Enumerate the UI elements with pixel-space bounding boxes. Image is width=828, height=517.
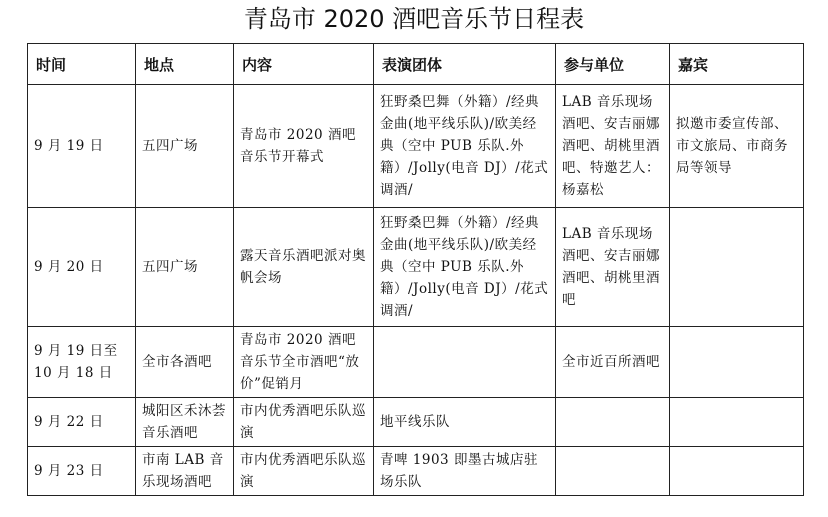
cell-content: 市内优秀酒吧乐队巡演 — [234, 447, 374, 496]
cell-content: 青岛市 2020 酒吧音乐节全市酒吧“放价”促销月 — [234, 327, 374, 398]
header-performers: 表演团体 — [374, 44, 556, 85]
cell-place: 五四广场 — [136, 85, 234, 208]
header-participants: 参与单位 — [556, 44, 670, 85]
cell-guests — [670, 398, 804, 447]
cell-content: 露天音乐酒吧派对奥帆会场 — [234, 208, 374, 327]
cell-time: 9 月 23 日 — [28, 447, 136, 496]
cell-performers: 狂野桑巴舞（外籍）/经典金曲(地平线乐队)/欧美经典（空中 PUB 乐队.外籍）/Jolly(电音 DJ）/花式调酒/ — [374, 208, 556, 327]
table-row — [28, 447, 804, 496]
cell-guests — [670, 208, 804, 327]
header-guests: 嘉宾 — [670, 44, 804, 85]
header-time: 时间 — [28, 44, 136, 85]
cell-performers: 地平线乐队 — [374, 398, 556, 447]
cell-content: 青岛市 2020 酒吧音乐节开幕式 — [234, 85, 374, 208]
cell-performers: 青啤 1903 即墨古城店驻场乐队 — [374, 447, 556, 496]
cell-time: 9 月 19 日 — [28, 85, 136, 208]
header-place: 地点 — [136, 44, 234, 85]
schedule-table — [27, 43, 804, 496]
cell-time: 9 月 22 日 — [28, 398, 136, 447]
cell-participants: LAB 音乐现场酒吧、安吉丽娜酒吧、胡桃里酒吧、特邀艺人：杨嘉松 — [556, 85, 670, 208]
cell-time: 9 月 20 日 — [28, 208, 136, 327]
table-row — [28, 208, 804, 327]
cell-participants — [556, 447, 670, 496]
cell-guests — [670, 327, 804, 398]
cell-guests — [670, 447, 804, 496]
cell-place: 全市各酒吧 — [136, 327, 234, 398]
header-content: 内容 — [234, 44, 374, 85]
cell-content: 市内优秀酒吧乐队巡演 — [234, 398, 374, 447]
cell-place: 城阳区禾沐荟音乐酒吧 — [136, 398, 234, 447]
table-row — [28, 85, 804, 208]
table-header-row — [28, 44, 804, 85]
table-row — [28, 327, 804, 398]
cell-participants — [556, 398, 670, 447]
cell-performers: 狂野桑巴舞（外籍）/经典金曲(地平线乐队)/欧美经典（空中 PUB 乐队.外籍）/Jolly(电音 DJ）/花式调酒/ — [374, 85, 556, 208]
cell-time: 9 月 19 日至 10 月 18 日 — [28, 327, 136, 398]
cell-participants: LAB 音乐现场酒吧、安吉丽娜酒吧、胡桃里酒吧 — [556, 208, 670, 327]
cell-guests: 拟邀市委宣传部、市文旅局、市商务局等领导 — [670, 85, 804, 208]
page-title: 青岛市 2020 酒吧音乐节日程表 — [243, 5, 585, 33]
cell-performers — [374, 327, 556, 398]
table-row — [28, 398, 804, 447]
cell-place: 市南 LAB 音乐现场酒吧 — [136, 447, 234, 496]
cell-participants: 全市近百所酒吧 — [556, 327, 670, 398]
cell-place: 五四广场 — [136, 208, 234, 327]
